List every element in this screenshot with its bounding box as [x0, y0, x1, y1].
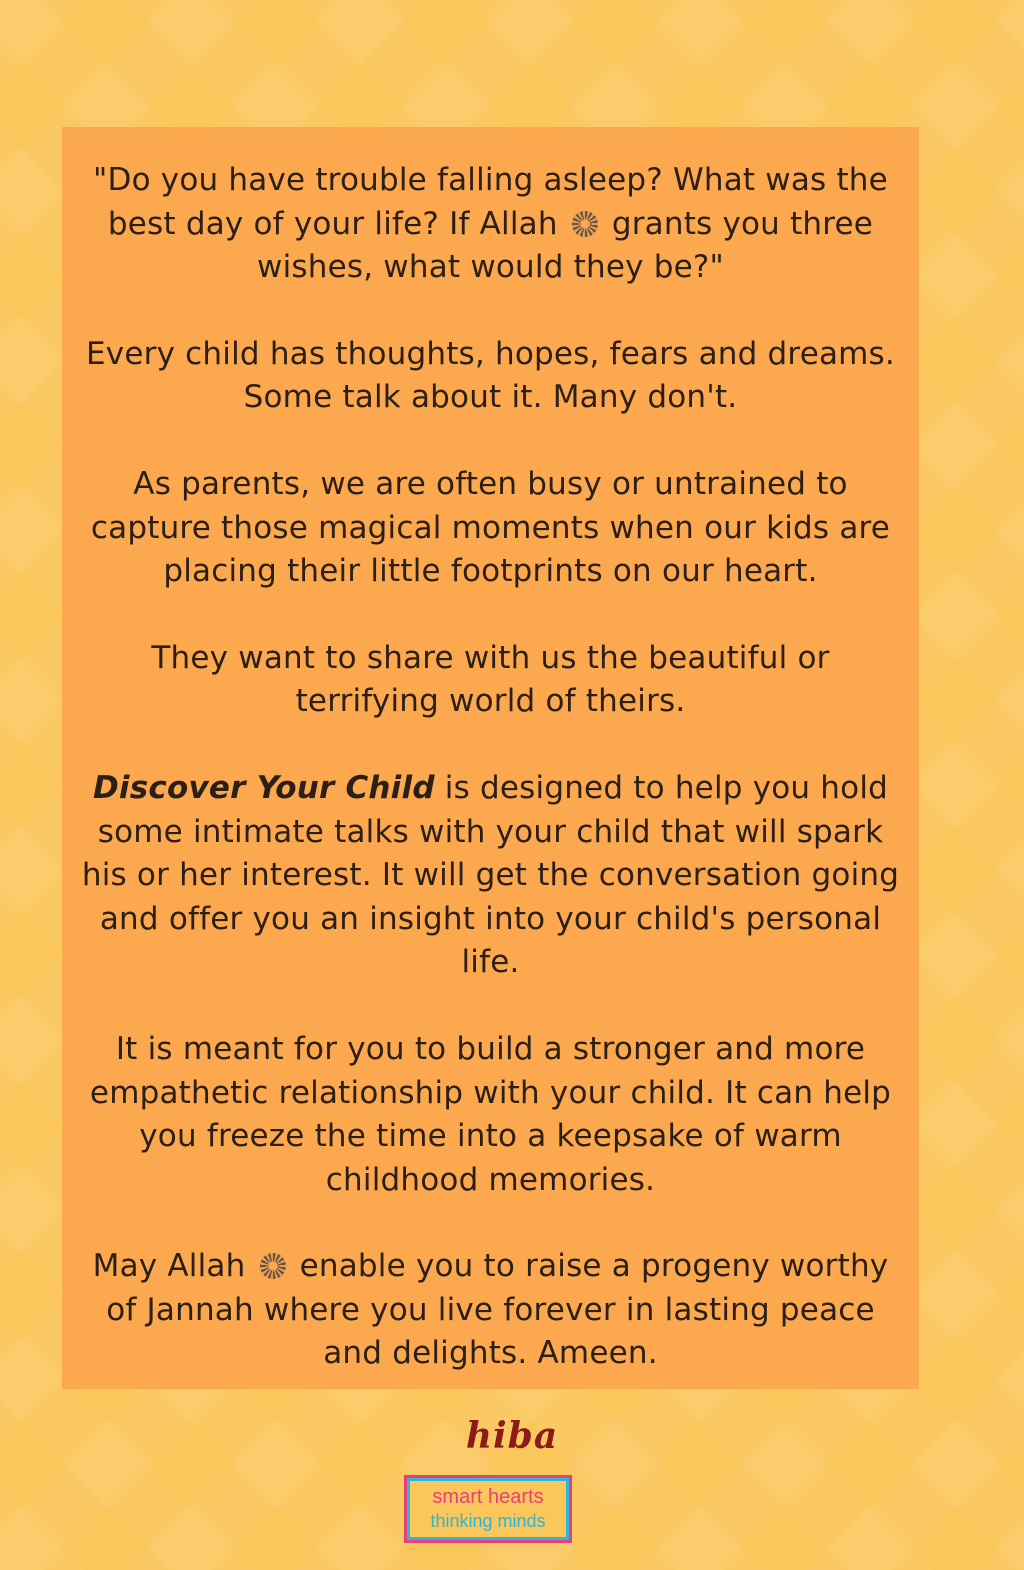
tagline-line1: smart hearts — [432, 1486, 544, 1508]
blurb-panel — [62, 127, 919, 1389]
dua-text-part2: enable you to raise a progeny worthy of Jannah where you live forever in lasting peace and delights. Ameen. — [106, 1248, 889, 1372]
blurb-paragraph-questions — [78, 159, 903, 290]
book-title: Discover Your Child — [92, 769, 435, 806]
blurb-paragraph-share: They want to share with us the beautiful or terrifying world of theirs. — [151, 639, 830, 720]
questions-text-part1: "Do you have trouble falling asleep? What was the best day of your life? If Allah — [93, 162, 888, 242]
publisher-tagline-box — [407, 1478, 569, 1540]
blurb-paragraph-parents: As parents, we are often busy or untrained to capture those magical moments when our kids are placing their little footprints on our heart. — [90, 465, 891, 590]
blurb-paragraph-thoughts: Every child has thoughts, hopes, fears and dreams. Some talk about it. Many don't. — [86, 335, 895, 416]
questions-text-part2: grants you three wishes, what would they be?" — [257, 205, 874, 286]
tagline-line2: thinking minds — [430, 1511, 546, 1531]
honorific-glyph-icon — [260, 1253, 286, 1279]
publisher-logo: hiba — [465, 1415, 559, 1457]
honorific-glyph-icon — [572, 211, 598, 237]
blurb-paragraph-dua — [78, 1245, 903, 1376]
blurb-paragraph-relationship: It is meant for you to build a stronger and more empathetic relationship with your child. It can help you freeze the time into a keepsake of warm childhood memories. — [89, 1030, 892, 1198]
discover-text: is designed to help you hold some intimate talks with your child that will spark his or her interest. It will get the conversation going and offer you an insight into your child's personal life. — [81, 769, 900, 981]
blurb-paragraph-discover — [78, 767, 903, 985]
dua-text-part1: May Allah — [92, 1248, 246, 1285]
